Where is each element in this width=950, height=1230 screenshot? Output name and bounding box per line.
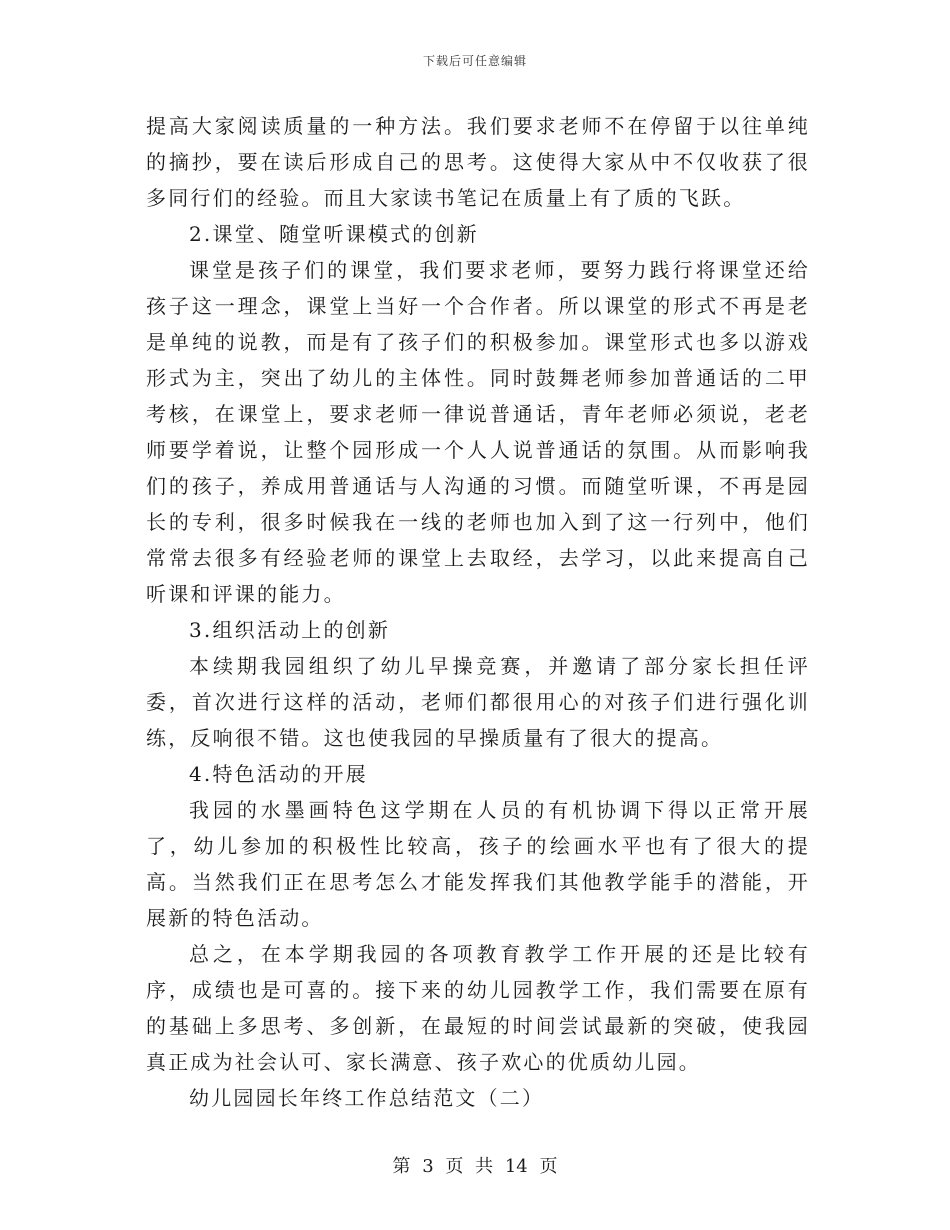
paragraph-classroom: 课堂是孩子们的课堂，我们要求老师，要努力践行将课堂还给孩子这一理念，课堂上当好一个合作者。所以课堂的形式不再是老是单纯的说教，而是有了孩子们的积极参加。课堂形式也多以游戏形式为主，突出了幼儿的主体性。同时鼓舞老师参加普通话的二甲考核，在课堂上，要求老师一律说普通话，青年老师必须说，老老师要学着说，让整个园形成一个人人说普通话的氛围。从而影响我们的孩子，养成用普通话与人沟通的习惯。而随堂听课，不再是园长的专利，很多时候我在一线的老师也加入到了这一行列中，他们常常去很多有经验老师的课堂上去取经，去学习，以此来提高自己听课和评课的能力。: [146, 258, 810, 606]
next-section-title: 幼儿园园长年终工作总结范文（二）: [189, 1086, 545, 1110]
section-heading-2: 2.课堂、随堂听课模式的创新: [189, 222, 479, 246]
page-number: 第 3 页 共 14 页: [392, 1156, 558, 1177]
paragraph-1: 提高大家阅读质量的一种方法。我们要求老师不在停留于以往单纯的摘抄，要在读后形成自己的思考。这使得大家从中不仅收获了很多同行们的经验。而且大家读书笔记在质量上有了质的飞跃。: [146, 114, 810, 210]
page-header-note: 下载后可任意编辑: [422, 54, 527, 68]
section-heading-4: 4.特色活动的开展: [189, 762, 368, 786]
paragraph-summary: 总之，在本学期我园的各项教育教学工作开展的还是比较有序，成绩也是可喜的。接下来的幼儿园教学工作，我们需要在原有的基础上多思考、多创新，在最短的时间尝试最新的突破，使我园真正成为社会认可、家长满意、孩子欢心的优质幼儿园。: [146, 942, 810, 1074]
document-body: [146, 108, 810, 1116]
section-heading-3: 3.组织活动上的创新: [189, 618, 391, 642]
paragraph-activities: 本续期我园组织了幼儿早操竞赛，并邀请了部分家长担任评委，首次进行这样的活动，老师们都很用心的对孩子们进行强化训练，反响很不错。这也使我园的早操质量有了很大的提高。: [146, 654, 810, 750]
paragraph-featured: 我园的水墨画特色这学期在人员的有机协调下得以正常开展了，幼儿参加的积极性比较高，孩子的绘画水平也有了很大的提高。当然我们正在思考怎么才能发挥我们其他教学能手的潜能，开展新的特色活动。: [146, 798, 810, 930]
